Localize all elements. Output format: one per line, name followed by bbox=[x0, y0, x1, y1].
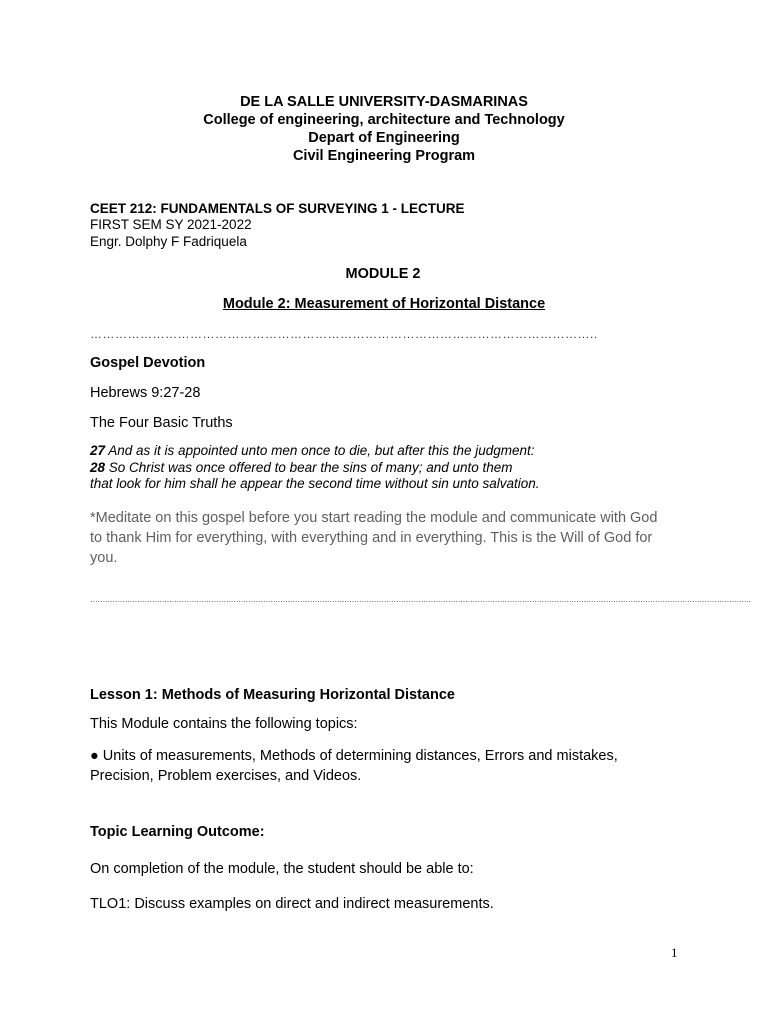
tlo1: TLO1: Discuss examples on direct and indirect measurements. bbox=[90, 896, 494, 912]
topics-list-item: ● Units of measurements, Methods of determining distances, Errors and mistakes, Precision, Problem exercises, and Videos. bbox=[90, 748, 618, 784]
verse-text: So Christ was once offered to bear the sins of many; and unto them bbox=[105, 460, 513, 475]
department-name: Depart of Engineering bbox=[308, 130, 460, 146]
verse-28 bbox=[90, 460, 513, 475]
outcome-heading: Topic Learning Outcome: bbox=[90, 824, 265, 840]
separator-dots: ……………………………………………………………………………………………………………………………………………………………………………………………………………………………………………. bbox=[90, 595, 751, 604]
lesson-intro: This Module contains the following topics: bbox=[90, 716, 358, 732]
course-title: CEET 212: FUNDAMENTALS OF SURVEYING 1 - LECTURE bbox=[90, 201, 465, 216]
scripture-reference: Hebrews 9:27-28 bbox=[90, 385, 201, 401]
module-title: Module 2: Measurement of Horizontal Distance bbox=[222, 296, 546, 312]
verse-number: 27 bbox=[90, 443, 106, 458]
separator-dots: ………………………………………………………………………………………………………….. bbox=[90, 327, 598, 341]
verse-text: And as it is appointed unto men once to die, but after this the judgment: bbox=[105, 443, 535, 458]
verse-number: 28 bbox=[90, 460, 106, 475]
college-name: College of engineering, architecture and Technology bbox=[203, 112, 565, 128]
devotion-heading: Gospel Devotion bbox=[90, 355, 206, 371]
program-name: Civil Engineering Program bbox=[292, 148, 476, 164]
module-label: MODULE 2 bbox=[345, 266, 421, 282]
semester: FIRST SEM SY 2021-2022 bbox=[90, 217, 252, 232]
university-name: DE LA SALLE UNIVERSITY-DASMARINAS bbox=[240, 94, 528, 110]
instructor: Engr. Dolphy F Fadriquela bbox=[90, 234, 247, 249]
verse-28-continued: that look for him shall he appear the second time without sin unto salvation. bbox=[90, 476, 540, 491]
outcome-intro: On completion of the module, the student should be able to: bbox=[90, 861, 474, 877]
verse-27 bbox=[90, 443, 535, 458]
lesson-heading: Lesson 1: Methods of Measuring Horizontal Distance bbox=[90, 687, 455, 703]
devotion-subtitle: The Four Basic Truths bbox=[90, 415, 233, 431]
meditation-note: *Meditate on this gospel before you start reading the module and communicate with God to thank Him for everything, with everything and in everything. This is the Will of God for you. bbox=[90, 510, 658, 566]
page-number: 1 bbox=[671, 945, 678, 960]
